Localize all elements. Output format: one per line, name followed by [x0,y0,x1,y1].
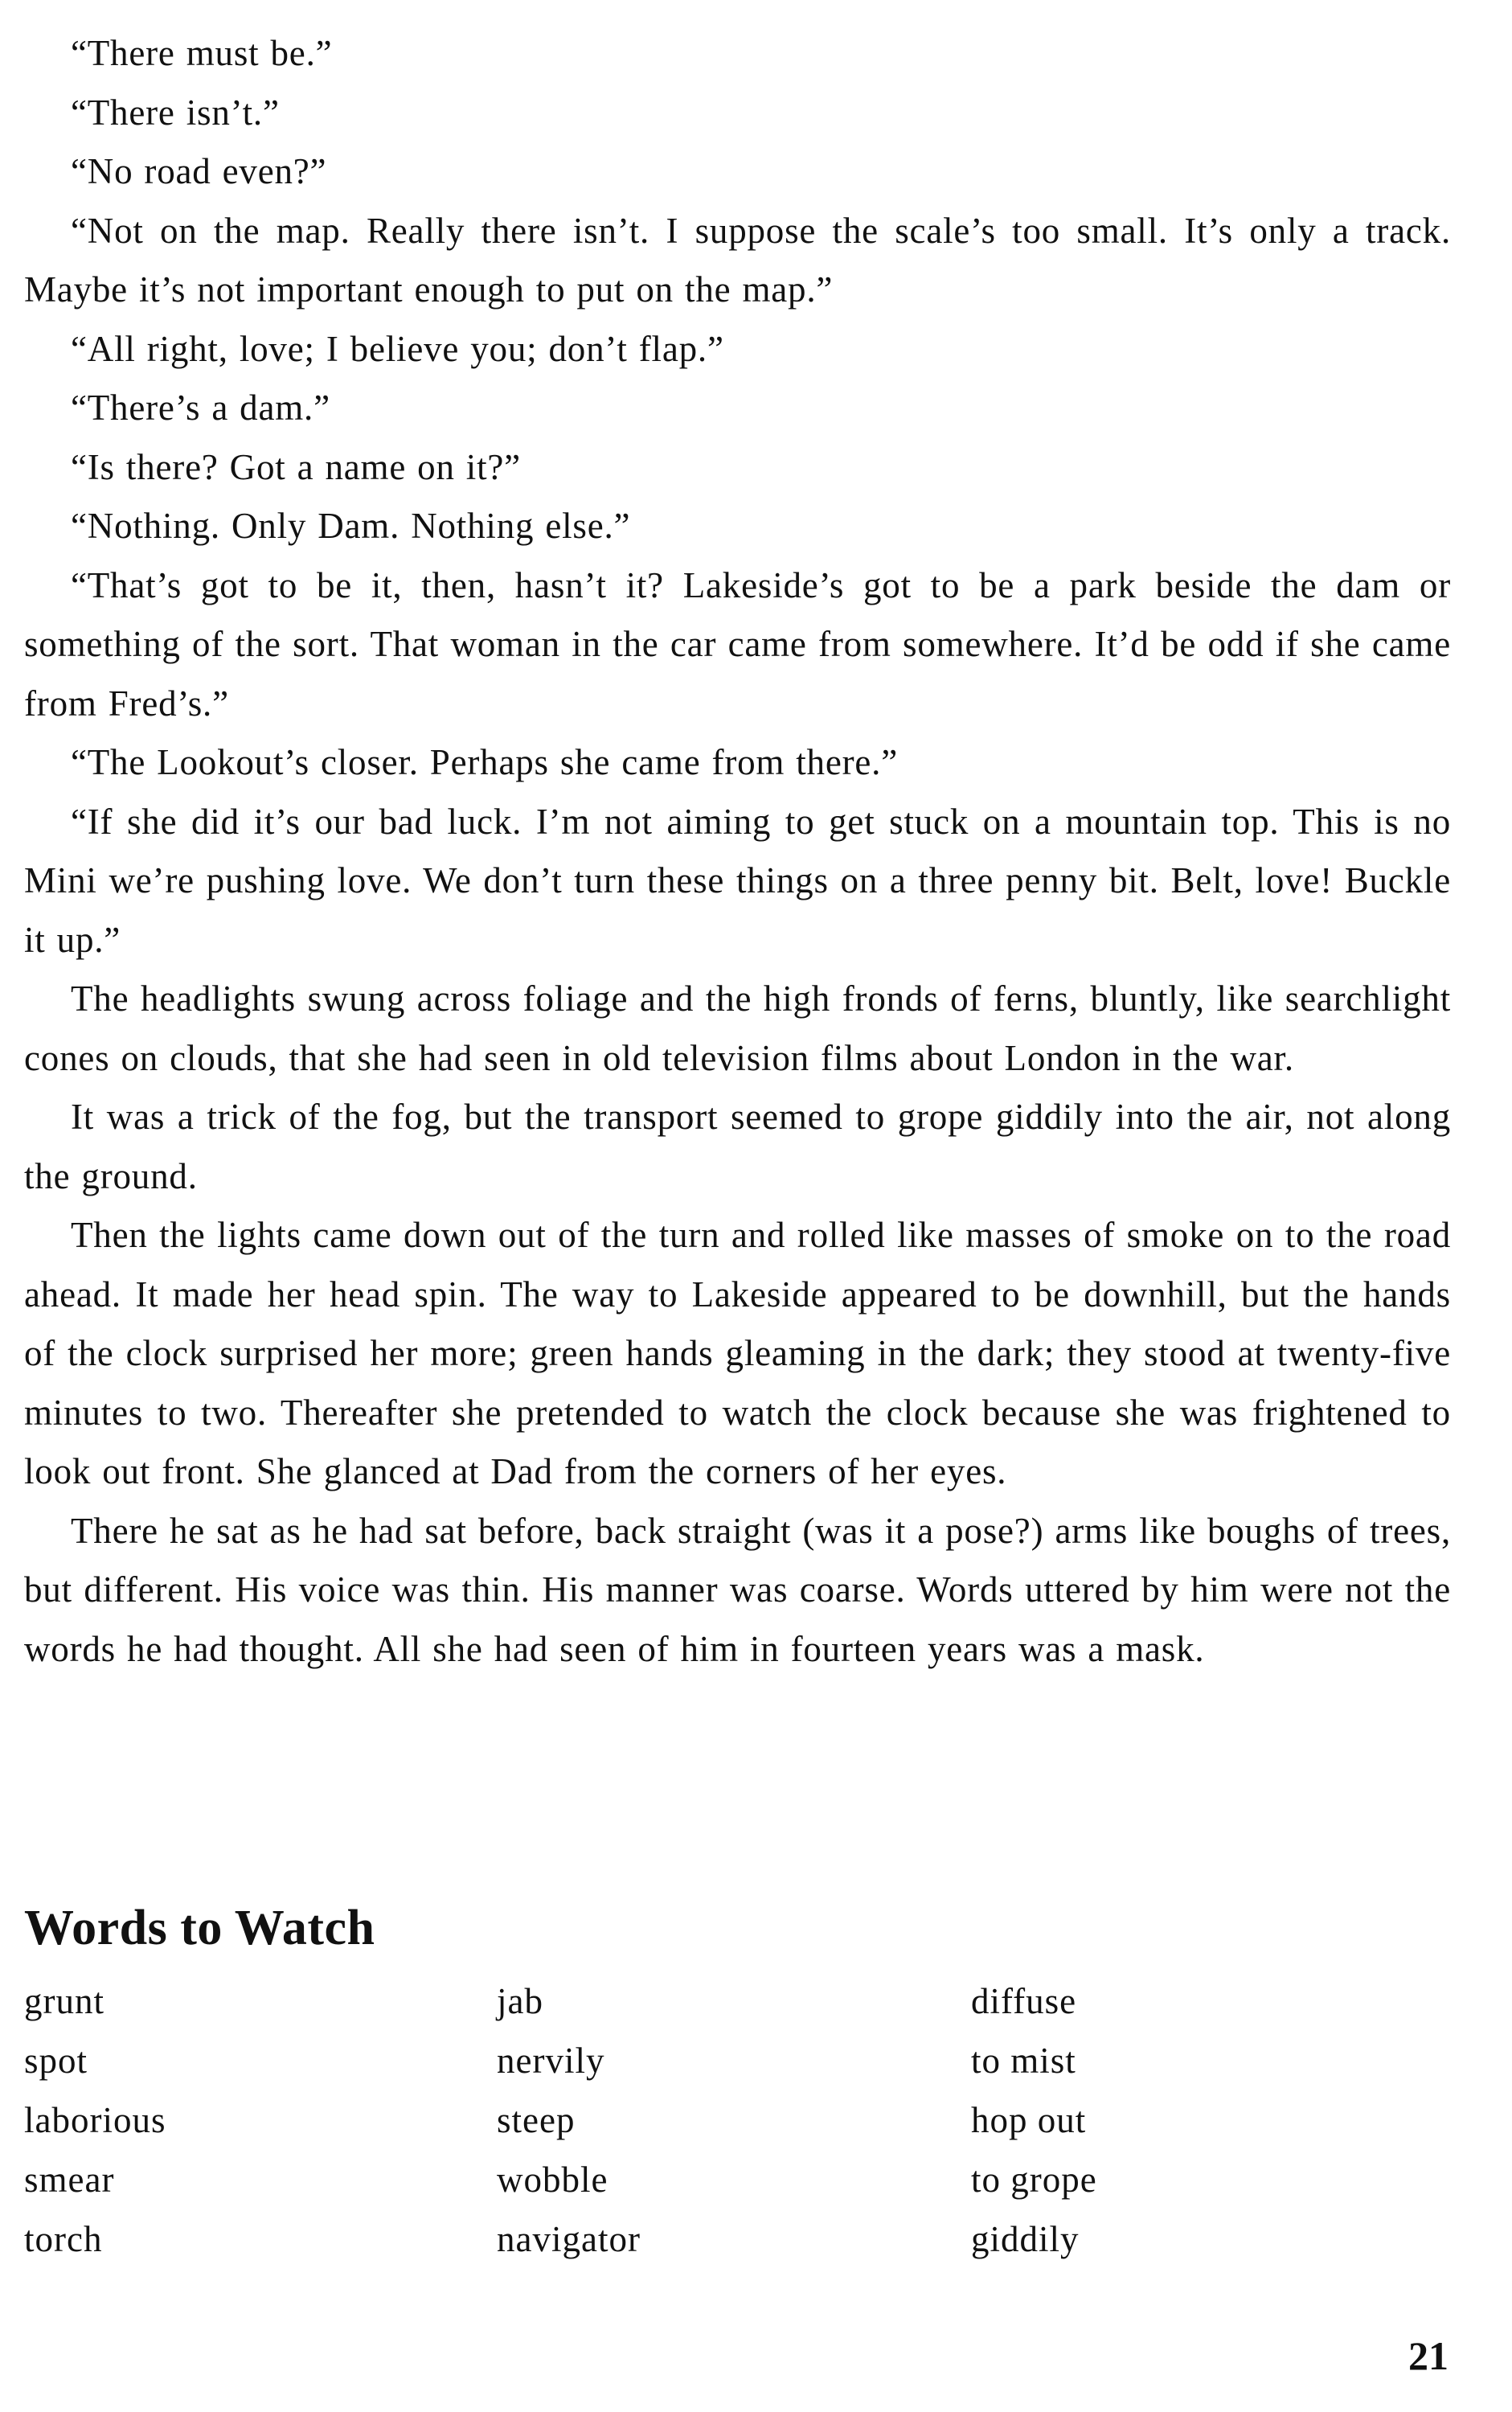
paragraph: The headlights swung across foliage and the high fronds of ferns, bluntly, like searchlight cones on clouds, that she had seen in old television films about London in the war. [24,978,1451,1078]
vocabulary-column-1 [24,1971,426,2269]
vocabulary-word: jab [497,1981,543,2021]
paragraph: “All right, love; I believe you; don’t flap.” [71,328,724,369]
paragraph: “Not on the map. Really there isn’t. I suppose the scale’s too small. It’s only a track. Maybe it’s not important enough to put on the map.” [24,210,1451,310]
page-number: 21 [1408,2333,1448,2378]
vocabulary-list [24,1971,1230,2269]
paragraph: “Nothing. Only Dam. Nothing else.” [71,506,631,546]
vocabulary-word: diffuse [971,1981,1077,2021]
vocabulary-column-3 [971,1971,1373,2269]
words-to-watch-heading: Words to Watch [24,1901,375,1955]
vocabulary-word: navigator [497,2219,641,2259]
paragraph: “There isn’t.” [71,92,280,133]
vocabulary-word: smear [24,2160,115,2200]
paragraph: Then the lights came down out of the turn and rolled like masses of smoke on to the road ahead. It made her head spin. The way to Lakeside appeared to be downhill, but the hands of the clock surprised her more; green hands gleaming in the dark; they stood at twenty-five minutes to two. Thereafter she pretended to watch the clock because she was frightened to look out front. She glanced at Dad from the corners of her eyes. [24,1215,1451,1491]
paragraph: “The Lookout’s closer. Perhaps she came from there.” [71,742,899,782]
paragraph: “There’s a dam.” [71,388,330,428]
vocabulary-word: wobble [497,2160,608,2200]
vocabulary-column-2 [497,1971,899,2269]
story-text [24,24,1451,1679]
vocabulary-word: laborious [24,2100,166,2140]
vocabulary-word: nervily [497,2041,605,2081]
vocabulary-word: giddily [971,2219,1080,2259]
paragraph: “That’s got to be it, then, hasn’t it? Lakeside’s got to be a park beside the dam or something of the sort. That woman in the car came from somewhere. It’d be odd if she came from Fred’s.” [24,564,1451,724]
vocabulary-word: spot [24,2041,88,2081]
vocabulary-word: steep [497,2100,576,2140]
vocabulary-word: torch [24,2219,103,2259]
paragraph: There he sat as he had sat before, back straight (was it a pose?) arms like boughs of trees, but different. His voice was thin. His manner was coarse. Words uttered by him were not the words he had thought. All she had seen of him in fourteen years was a mask. [24,1510,1451,1669]
paragraph: “No road even?” [71,151,327,191]
paragraph: “Is there? Got a name on it?” [71,446,521,487]
paragraph: “If she did it’s our bad luck. I’m not aiming to get stuck on a mountain top. This is no Mini we’re pushing love. We don’t turn these things on a three penny bit. Belt, love! Buckle it up.” [24,801,1451,960]
vocabulary-word: hop out [971,2100,1087,2140]
vocabulary-word: grunt [24,1981,104,2021]
vocabulary-word: to mist [971,2041,1076,2081]
paragraph: “There must be.” [71,33,333,73]
paragraph: It was a trick of the fog, but the transport seemed to grope giddily into the air, not along the ground. [24,1097,1451,1196]
vocabulary-word: to grope [971,2160,1097,2200]
